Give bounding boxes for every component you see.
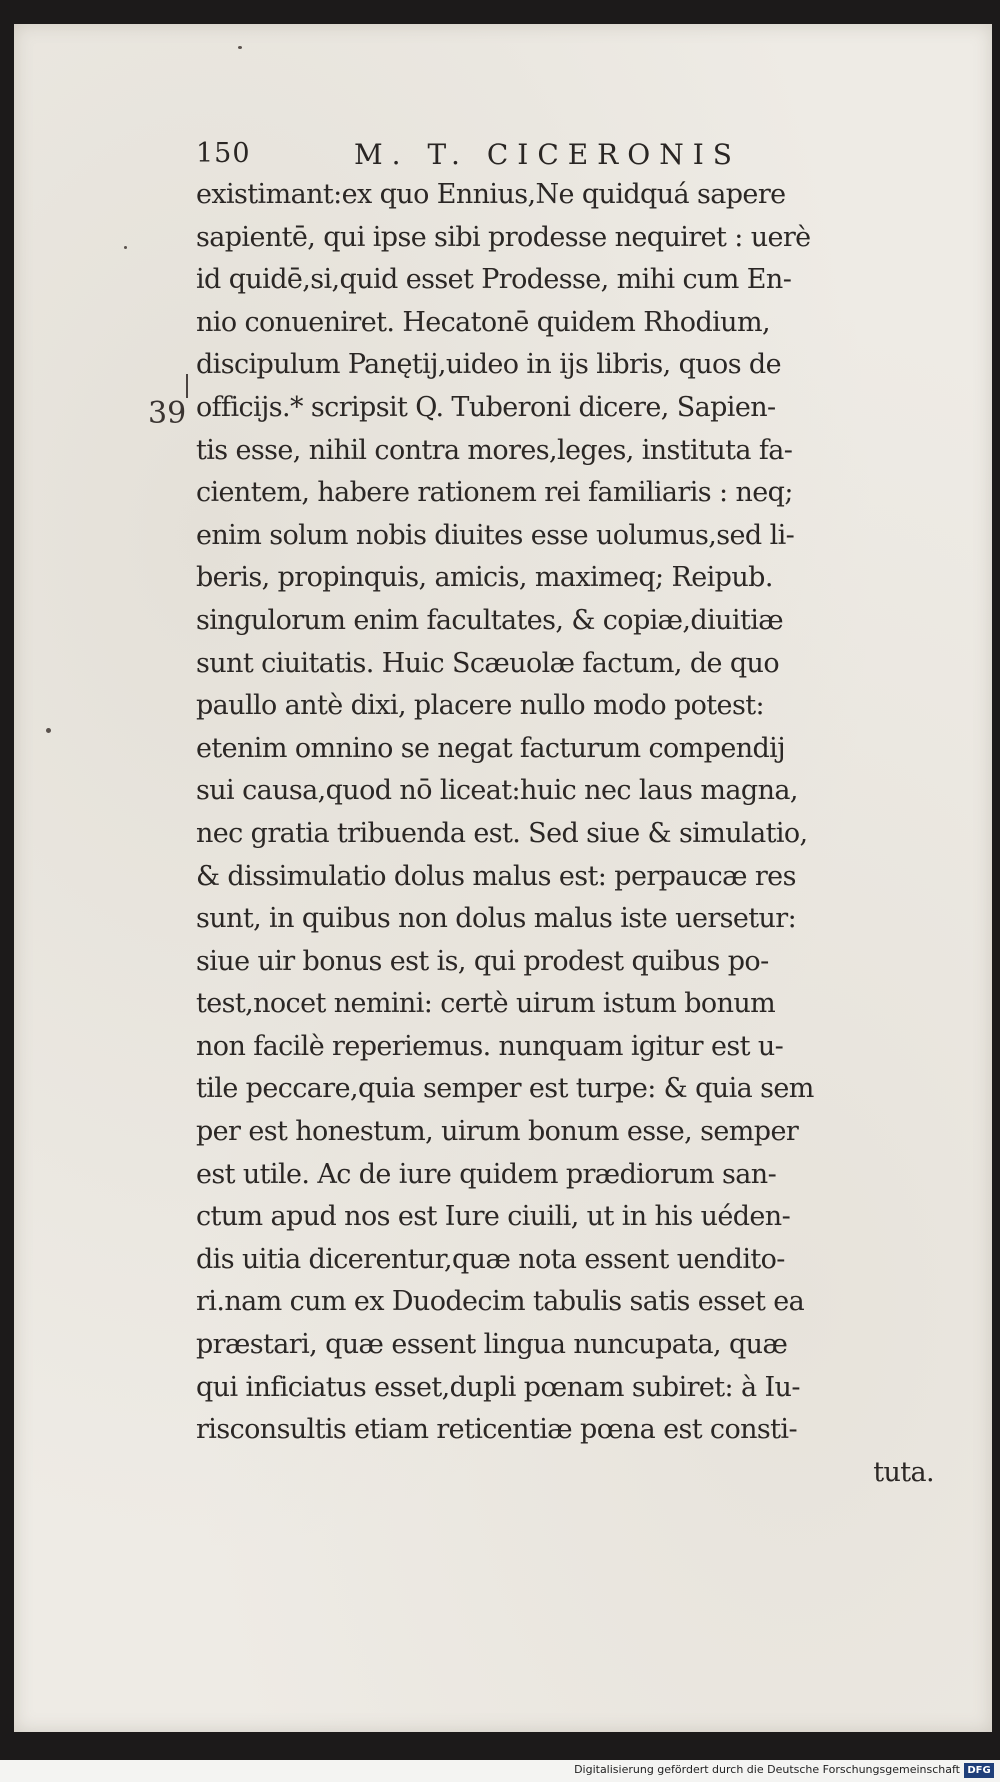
text-line: nio conueniret. Hecatonē quidem Rhodium, <box>196 306 770 338</box>
running-head: M. T. CICERONIS <box>354 138 741 171</box>
text-line: sunt, in quibus non dolus malus iste uersetur: <box>196 903 797 935</box>
text-line: ctum apud nos est Iure ciuili, ut in his uéden- <box>196 1201 791 1233</box>
text-line: nec gratia tribuenda est. Sed siue & simulatio, <box>196 817 808 849</box>
text-line: existimant:ex quo Ennius,Ne quidquá sapere <box>196 179 786 210</box>
text-line: id quidē,si,quid esset Prodesse, mihi cum En- <box>196 264 792 296</box>
funding-credit: Digitalisierung gefördert durch die Deutsche Forschungsgemeinschaft <box>574 1763 960 1776</box>
page-header <box>196 138 796 174</box>
text-line: sapientē, qui ipse sibi prodesse nequiret : uerè <box>196 221 811 253</box>
text-line: tis esse, nihil contra mores,leges, instituta fa- <box>196 434 793 466</box>
text-line: sui causa,quod nō liceat:huic nec laus magna, <box>196 775 798 807</box>
text-line: beris, propinquis, amicis, maximeq; Reipub. <box>196 562 773 594</box>
text-line: dis uitia dicerentur,quæ nota essent uendito- <box>196 1243 785 1275</box>
text-line: paullo antè dixi, placere nullo modo potest: <box>196 690 764 722</box>
text-line: test,nocet nemini: certè uirum istum bonum <box>196 988 776 1020</box>
margin-note: 39 <box>148 396 187 431</box>
text-line: etenim omnino se negat facturum compendij <box>196 732 785 764</box>
margin-tick-mark <box>186 374 188 398</box>
text-line: ri.nam cum ex Duodecim tabulis satis esset ea <box>196 1286 805 1318</box>
text-line-catchword: tuta. <box>873 1456 934 1488</box>
paper-speck <box>124 246 127 249</box>
text-line: siue uir bonus est is, qui prodest quibus po- <box>196 945 769 977</box>
text-line: tile peccare,quia semper est turpe: & quia sem <box>196 1073 814 1105</box>
text-line: est utile. Ac de iure quidem prædiorum san- <box>196 1158 777 1190</box>
text-line: discipulum Panętij,uideo in ijs libris, quos de <box>196 349 781 381</box>
footer-bar <box>0 1760 1000 1782</box>
text-line: risconsultis etiam reticentiæ pœna est consti- <box>196 1414 797 1446</box>
body-text <box>196 174 936 1494</box>
dfg-logo-icon: DFG <box>964 1763 994 1778</box>
text-line: qui inficiatus esset,dupli pœnam subiret: à Iu- <box>196 1371 800 1403</box>
paper-speck <box>46 728 51 733</box>
text-line: præstari, quæ essent lingua nuncupata, quæ <box>196 1329 788 1361</box>
text-line: enim solum nobis diuites esse uolumus,sed li- <box>196 519 795 551</box>
text-line: per est honestum, uirum bonum esse, semper <box>196 1116 799 1148</box>
text-line: non facilè reperiemus. nunquam igitur est u- <box>196 1030 784 1062</box>
text-line: & dissimulatio dolus malus est: perpaucæ res <box>196 860 796 892</box>
text-line: officijs.* scripsit Q. Tuberoni dicere, Sapien- <box>196 391 776 423</box>
text-line: sunt ciuitatis. Huic Scæuolæ factum, de quo <box>196 647 780 679</box>
page-number: 150 <box>196 138 251 169</box>
text-line: cientem, habere rationem rei familiaris : neq; <box>196 477 793 509</box>
text-line: singulorum enim facultates, & copiæ,diuitiæ <box>196 604 784 636</box>
paper-speck <box>238 46 242 49</box>
